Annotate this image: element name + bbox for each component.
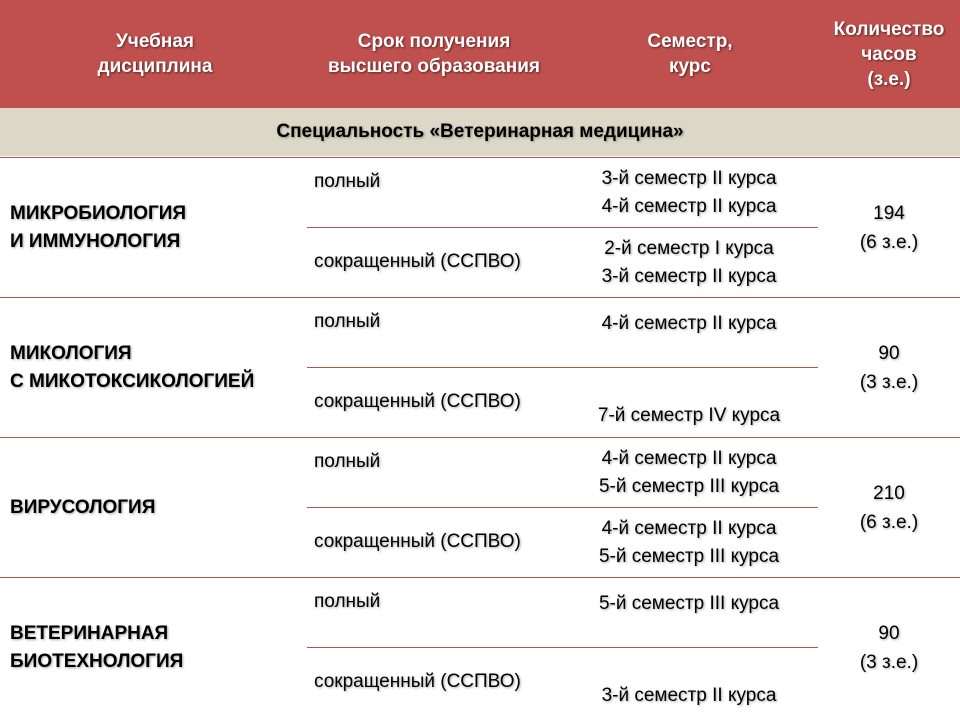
short-term-row [307,648,818,718]
semester-value: 5-й семестр III курса [598,593,780,614]
semester-value: 4-й семестр II курса 5-й семестр III курса [598,448,780,497]
hours-value: 194 (6 з.е.) [859,202,919,253]
semester-value: 4-й семестр II курса [601,313,777,334]
full-term-row [307,298,818,368]
term-label: сокращенный (ССПВО) [314,531,521,552]
table-row [0,437,960,578]
full-term-row [307,578,818,648]
short-term-row [307,508,818,578]
header-discipline: Учебная дисциплина [97,31,213,77]
short-term-row [307,228,818,298]
term-label: полный [314,171,381,192]
hours-value: 90 (3 з.е.) [859,342,919,393]
table-header [0,0,960,108]
hours-value: 210 (6 з.е.) [859,482,919,533]
specialty-band: Специальность «Ветеринарная медицина» [0,108,960,156]
discipline-name: ВИРУСОЛОГИЯ [10,496,156,518]
semester-value: 3-й семестр II курса 4-й семестр II курса [601,168,777,217]
term-label: сокращенный (ССПВО) [314,251,521,272]
hours-value: 90 (3 з.е.) [859,622,919,673]
table-row [0,297,960,438]
full-term-row [307,438,818,508]
table-row [0,577,960,718]
term-label: сокращенный (ССПВО) [314,391,521,412]
semester-value: 7-й семестр IV курса [597,405,781,426]
semester-value: 3-й семестр II курса [601,685,777,706]
header-semester: Семестр, курс [647,31,733,77]
semester-value: 4-й семестр II курса 5-й семестр III курса [598,518,780,567]
header-hours: Количество часов (з.е.) [833,18,945,90]
header-term: Срок получения высшего образования [328,31,540,77]
term-label: полный [314,451,381,472]
discipline-name: МИКОЛОГИЯ С МИКОТОКСИКОЛОГИЕЙ [10,342,255,392]
short-term-row [307,368,818,438]
discipline-name: ВЕТЕРИНАРНАЯ БИОТЕХНОЛОГИЯ [10,622,184,672]
semester-value: 2-й семестр I курса 3-й семестр II курса [601,238,777,287]
term-label: полный [314,311,381,332]
discipline-name: МИКРОБИОЛОГИЯ И ИММУНОЛОГИЯ [10,202,187,252]
table-row [0,157,960,298]
term-label: сокращенный (ССПВО) [314,671,521,692]
full-term-row [307,158,818,228]
term-label: полный [314,591,381,612]
